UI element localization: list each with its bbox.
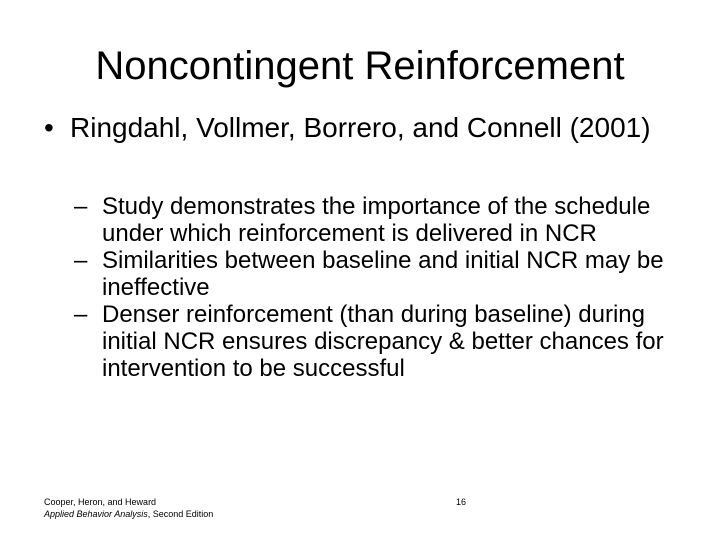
dash-marker: – [74,247,88,274]
footer-book-title: Applied Behavior Analysis [44,509,148,519]
footer-authors: Cooper, Heron, and Heward [44,497,157,507]
sub-bullet-text: Similarities between baseline and initial NCR may be ineffective [102,247,664,301]
sub-bullet-item [74,301,704,382]
bullet-marker: • [44,112,54,143]
footer-book-line [44,508,213,520]
footer-edition: , Second Edition [147,509,214,519]
dash-marker: – [74,193,88,220]
sub-bullet-list [74,193,704,382]
slide-title: Noncontingent Reinforcement [95,44,625,88]
footer-citation [44,496,213,520]
sub-bullet-item [74,193,704,247]
sub-bullet-text: Denser reinforcement (than during baseline) during initial NCR ensures discrepancy & better chances for intervention to be successful [102,301,664,382]
main-bullet-text: Ringdahl, Vollmer, Borrero, and Connell (2001) [70,112,651,143]
dash-marker: – [74,301,88,328]
page-number: 16 [456,497,467,507]
sub-bullet-text: Study demonstrates the importance of the schedule under which reinforcement is delivered in NCR [102,193,651,247]
main-bullet [44,110,684,146]
sub-bullet-item [74,247,704,301]
